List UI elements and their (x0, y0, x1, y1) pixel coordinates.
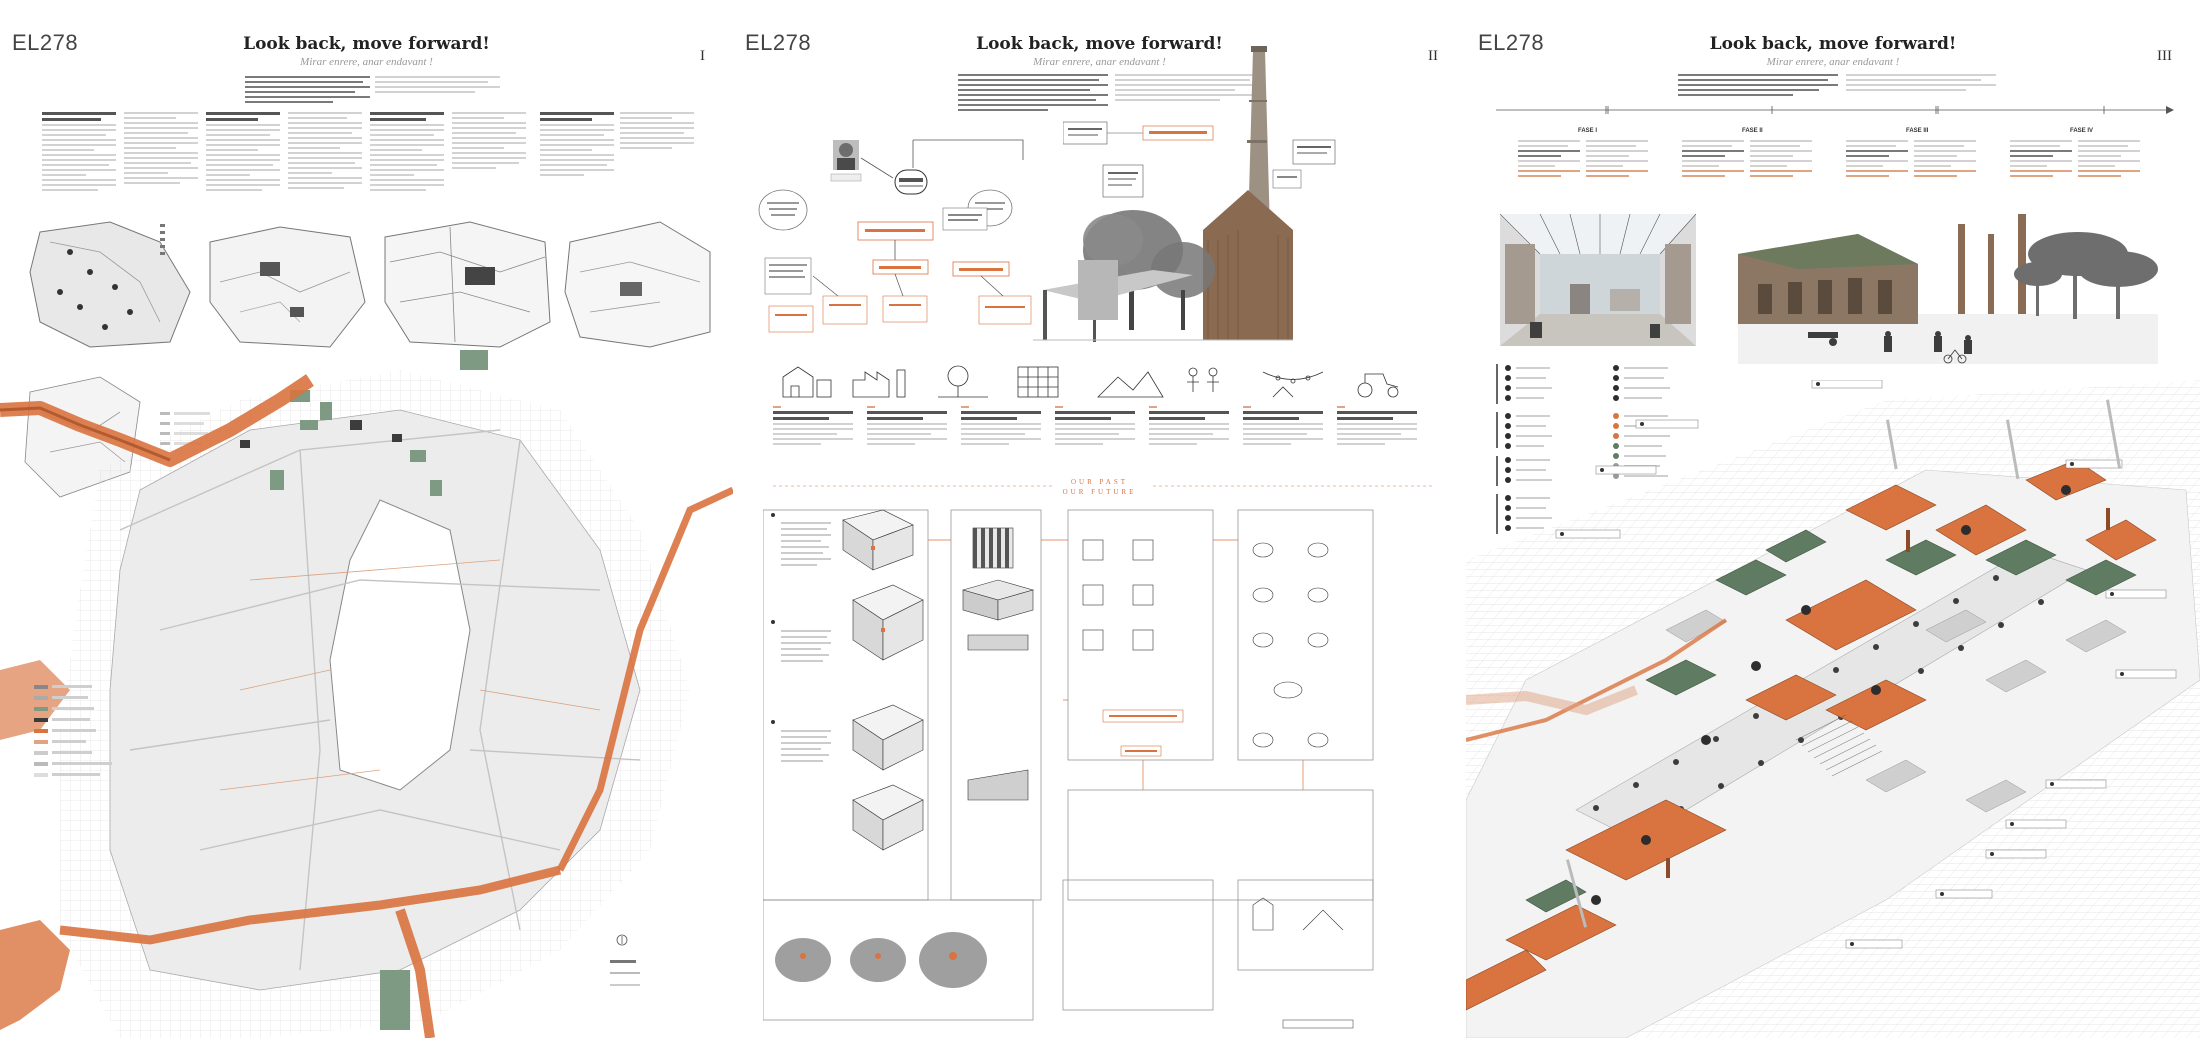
phase-label: FASE II (1742, 128, 1763, 134)
text-column (540, 112, 614, 179)
urban-plan-map (0, 330, 733, 1038)
phase-label: FASE III (1906, 128, 1929, 134)
pattern-icon (1018, 367, 1058, 397)
sheet-numeral: I (700, 48, 705, 64)
phase-column (1682, 140, 1744, 180)
text-column (124, 112, 198, 187)
house-icon (783, 367, 831, 397)
phase-column (2078, 140, 2140, 180)
intro-paragraph (245, 76, 370, 106)
strategy-column (1149, 406, 1229, 448)
sheet-3 (1466, 0, 2200, 1038)
strategy-column (1337, 406, 1417, 448)
intro-paragraph-secondary (1846, 74, 1996, 94)
strategy-column (1055, 406, 1135, 448)
process-boards (763, 500, 1443, 1030)
phase-timeline (1496, 104, 2176, 116)
sheet-subtitle: Mirar enrere, anar endavant ! (1766, 56, 1900, 68)
text-column (288, 112, 362, 192)
exterior-render (1738, 214, 2158, 364)
stakeholder-diagram (753, 110, 1073, 340)
north-arrow-icon (617, 935, 627, 945)
historic-map (210, 227, 365, 347)
landscape-icon (1098, 372, 1163, 397)
sheet-numeral: III (2157, 48, 2172, 64)
strategy-columns (773, 406, 1433, 476)
interior-render (1500, 214, 1696, 346)
motto-line-1: OUR PAST (1070, 478, 1128, 486)
motto-line-2: OUR FUTURE (1062, 488, 1137, 496)
sheet-title: Look back, move forward! (243, 34, 490, 54)
sheet-subtitle: Mirar enrere, anar endavant ! (1033, 56, 1166, 68)
strategy-column (961, 406, 1041, 448)
sheet-code: EL278 (12, 30, 79, 55)
avatar (833, 140, 859, 170)
phase-column (1750, 140, 1812, 180)
axonometric-masterplan (1466, 380, 2200, 1038)
sheet-subtitle: Mirar enrere, anar endavant ! (300, 56, 433, 68)
sheet-1 (0, 0, 733, 1038)
factory-icon (853, 370, 905, 397)
text-column (452, 112, 526, 172)
festival-icon (1263, 372, 1323, 397)
strategy-column (1243, 406, 1323, 448)
sheet-code: EL278 (745, 30, 812, 55)
tractor-icon (1358, 374, 1398, 397)
historic-map (385, 222, 550, 347)
text-column (42, 112, 116, 194)
sheet-numeral: II (1428, 48, 1438, 64)
phase-column (1586, 140, 1648, 180)
factory-illustration (1033, 40, 1453, 350)
tree-outline-icon (938, 366, 988, 397)
strategy-column (867, 406, 947, 448)
phase-column (1914, 140, 1976, 180)
historic-map (565, 222, 710, 347)
text-column (206, 112, 280, 194)
phase-label: FASE I (1578, 128, 1598, 134)
intro-paragraph (1678, 74, 1838, 99)
motto-divider (773, 484, 1433, 488)
strategy-column (773, 406, 853, 448)
sheet-title: Look back, move forward! (1709, 34, 1957, 54)
phase-column (1518, 140, 1580, 180)
sheet-title: Look back, move forward! (976, 34, 1223, 54)
phase-label: FASE IV (2070, 128, 2094, 134)
text-column (620, 112, 694, 152)
historic-map (30, 222, 190, 347)
phase-column (2010, 140, 2072, 180)
pictogram-row (773, 362, 1433, 402)
people-icon (1187, 368, 1219, 392)
chimney (1958, 214, 2026, 314)
text-column (370, 112, 444, 194)
sheet-code: EL278 (1478, 30, 1545, 55)
intro-paragraph-secondary (375, 76, 500, 96)
scale-bar (610, 960, 640, 986)
sheet-2 (733, 0, 1466, 1038)
phase-column (1846, 140, 1908, 180)
